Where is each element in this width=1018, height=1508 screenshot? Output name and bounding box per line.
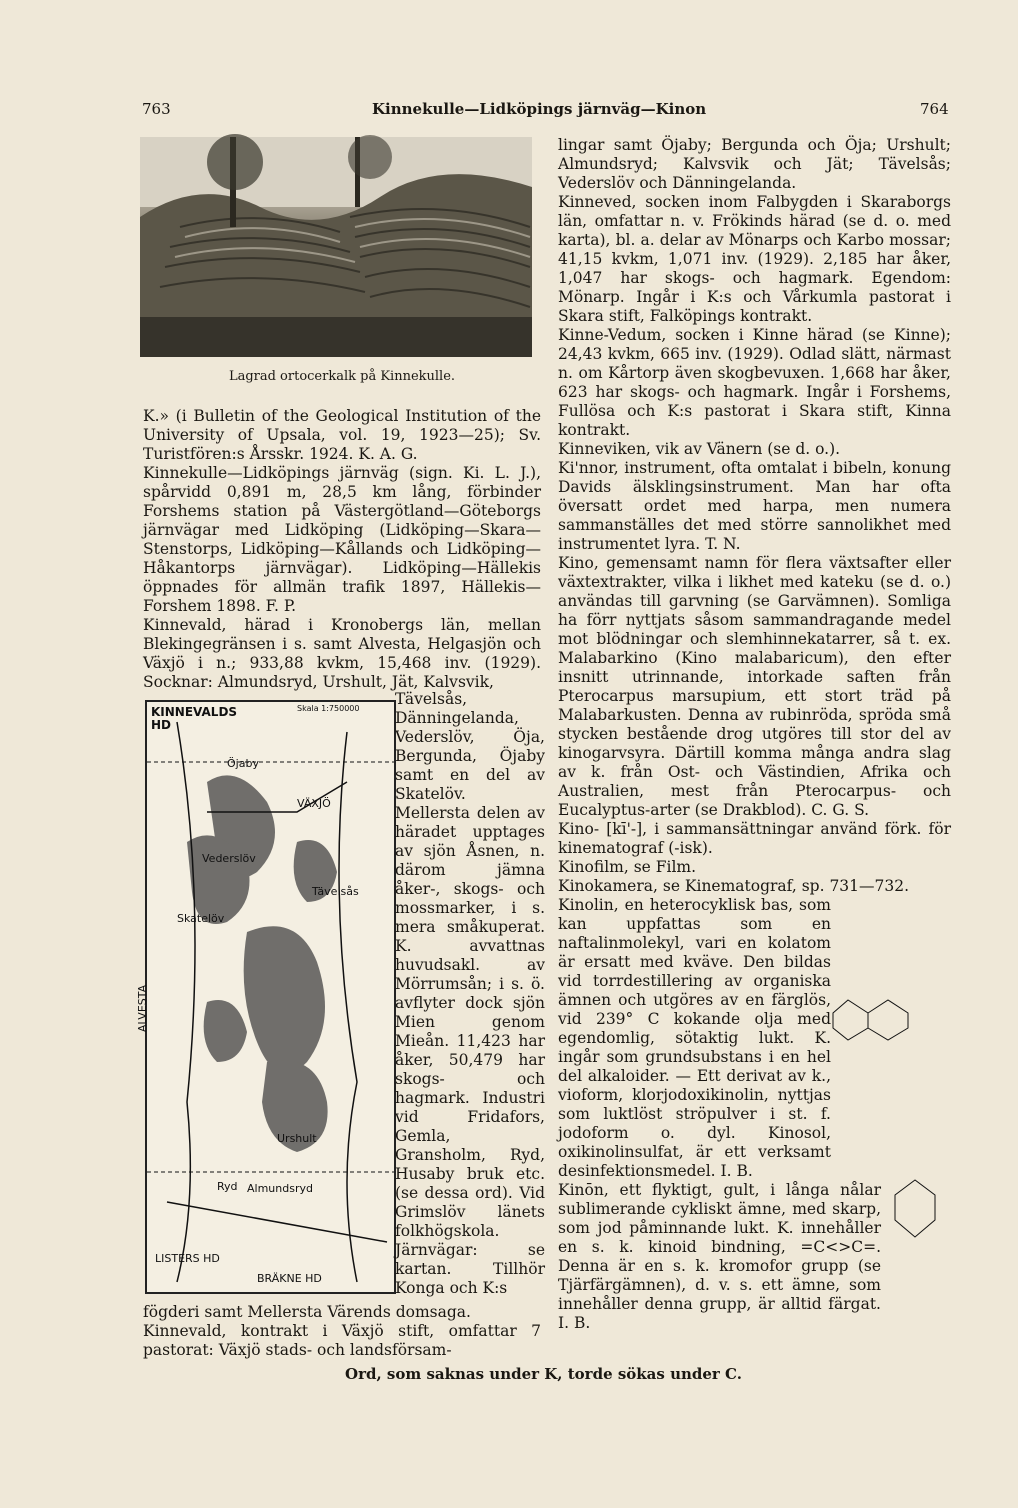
map-label-urshult: Urshult [277, 1132, 317, 1145]
map-title: KINNEVALDS HD [151, 705, 238, 732]
paragraph: Kinnevald, härad i Kronobergs län, mellan Blekingegränsen i s. samt Alvesta, Helgasjön och Växjö i n.; 933,88 kvkm, 15,468 inv. (1929). Socknar: Almundsryd, Urshult, Jät, Kalvsvik, [143, 616, 541, 691]
paragraph: Kinnekulle—Lidköpings järnväg (sign. Ki. L. J.), spårvidd 0,891 m, 28,5 km lång, förbinder Forshems station på Västergötland—Göteborgs järnvägar med Lidköping (Lidköping—Skara—Stenstorps, Lidköping—Kållands och Lidköping—Håkantorps järnvägar). Lidköping—Hällekis öppnades för allmän trafik 1897, Hällekis—Forshem 1898. F. P. [143, 464, 541, 615]
map-label-alvesta: ALVESTA [136, 984, 150, 1033]
paragraph: Kinne-Vedum, socken i Kinne härad (se Kinne); 24,43 kvkm, 665 inv. (1929). Odlad slätt, närmast n. om Kårtorp även skogbevuxen. 1,668 har åker, 623 har skogs- och hagmark. Ingår i Forshems, Fullösa och K:s pastorat i Skara stift, Kinna kontrakt. [558, 326, 951, 439]
paragraph: Kino- [kī'-], i sammansättningar använd förk. för kinematograf (-isk). [558, 820, 951, 857]
map-label-ryd: Ryd [217, 1180, 238, 1193]
map-label-tavelsas: Tävelsås [312, 885, 359, 898]
map-label-listers: LISTERS HD [155, 1252, 220, 1265]
paragraph: Kinokamera, se Kinematograf, sp. 731—732. [558, 877, 910, 895]
page-number-left: 763 [142, 100, 171, 118]
map-label-vederslov: Vederslöv [202, 852, 256, 865]
map-label-almundsryd: Almundsryd [247, 1182, 313, 1195]
map-label-brakne: BRÄKNE HD [257, 1272, 322, 1285]
paragraph: Kinofilm, se Film. [558, 858, 697, 876]
rock-photograph [140, 137, 532, 357]
page-footer: Ord, som saknas under K, torde sökas under C. [345, 1365, 742, 1383]
paragraph: Kinneved, socken inom Falbygden i Skaraborgs län, omfattar n. v. Frökinds härad (se d. o. med karta), bl. a. delar av Mönarps och Karbo mossar; 41,15 kvkm, 1,071 inv. (1929). 2,185 har åker, 1,047 har skogs- och hagmark. Egendom: Mönarp. Ingår i K:s och Vårkumla pastorat i Skara stift, Falköpings kontrakt. [558, 193, 951, 325]
kinnevald-map [136, 700, 396, 1294]
map-label-ojaby: Öjaby [227, 757, 259, 770]
paragraph: Kino, gemensamt namn för flera växtsafter eller växtextrakter, vilka i likhet med kateku (se d. o.) användas till garvning (se Garvämnen). Somliga ha förr nyttjats såsom sammandragande medel mot blödningar och slemhinnekatarrer, så t. ex. Malabarkino (Kino malabaricum), den efter insnitt utrinnande, intorkade saften från Pterocarpus marsupium, ett stort träd på Malabarkusten. Denna av rubinröda, spröda små stycken bestående drog utgöres till stor del av kinogarvsyra. Därtill komma många andra slag av k. från Ost- och Västindien, Afrika och Australien, mest från Pterocarpus- och Eucalyptus-arter (se Drakblod). C. G. S. [558, 554, 951, 819]
quinone-structure [880, 1165, 950, 1255]
paragraph: fögderi samt Mellersta Värends domsaga. [143, 1303, 471, 1321]
paragraph: Kinolin, en heterocyklisk bas, som kan uppfattas som en naftalinmolekyl, vari en kolatom är ersatt med kväve. Den bildas vid torrdestillering av organiska ämnen och utgöres av en färglös, vid 239° C kokande olja med egendomlig, sötaktig lukt. K. ingår som grundsubstans i en hel del alkaloider. — Ett derivat av k., vioform, klorjodoxikinolin, nyttjas som luktlöst ströpulver i st. f. jodoform o. dyl. Kinosol, oxikinolinsulfat, är ett verksamt desinfektionsmedel. I. B. [558, 896, 831, 1180]
map-scale: Skala 1:750000 [297, 704, 360, 713]
page-number-right: 764 [920, 100, 949, 118]
paragraph: Kinōn, ett flyktigt, gult, i långa nålar sublimerande cykliskt ämne, med skarp, som jod påminnande lukt. K. innehåller en s. k. kinoid bindning, =C<>C=. Denna är en s. k. kromofor grupp (se Tjärfärgämnen), d. v. s. ett ämne, som innehåller denna grupp, är alltid färgat. I. B. [558, 1181, 881, 1332]
paragraph: Kinneviken, vik av Vänern (se d. o.). [558, 440, 841, 458]
paragraph: Ki'nnor, instrument, ofta omtalat i bibeln, konung Davids älsklingsinstrument. Man har ofta översatt ordet med harpa, men numera sammanställes det med större sannolikhet med instrumentet lyra. T. N. [558, 459, 951, 553]
paragraph: Kinnevald, kontrakt i Växjö stift, omfattar 7 pastorat: Växjö stads- och landsförsam- [143, 1322, 541, 1359]
quinoline-structure [818, 988, 958, 1058]
left-column-bottom [143, 1303, 541, 1360]
map-label-skatelov: Skatelöv [177, 912, 225, 925]
left-column [143, 407, 541, 692]
right-column [558, 136, 951, 1333]
map-label-vaxjo: VÄXJÖ [297, 797, 331, 810]
running-title: Kinnekulle—Lidköpings järnväg—Kinon [372, 100, 707, 118]
paragraph: lingar samt Öjaby; Bergunda och Öja; Urshult; Almundsryd; Kalvsvik och Jät; Tävelsås; Vederslöv och Dänningelanda. [558, 136, 951, 192]
figure-caption: Lagrad ortocerkalk på Kinnekulle. [228, 369, 456, 384]
paragraph: K.» (i Bulletin of the Geological Institution of the University of Upsala, vol. 19, 1923—25); Sv. Turistfören:s Årsskr. 1924. K. A. G. [143, 407, 541, 463]
map-side-text: Tävelsås, Dänningelanda, Vederslöv, Öja, Bergunda, Öjaby samt en del av Skatelöv. Mellersta delen av häradet upptages av sjön Åsnen, n. därom jämna åker-, skogs- och mossmarker, i s. mera småkuperat. K. avvattnas huvudsakl. av Mörrumsån; i s. ö. avflyter dock sjön Mien genom Mieån. 11,423 har åker, 50,479 har skogs- och hagmark. Industri vid Fridafors, Gemla, Gransholm, Ryd, Husaby bruk etc. (se dessa ord). Vid Grimslöv länets folkhögskola. Järnvägar: se kartan. Tillhör Konga och K:s [395, 690, 545, 1297]
